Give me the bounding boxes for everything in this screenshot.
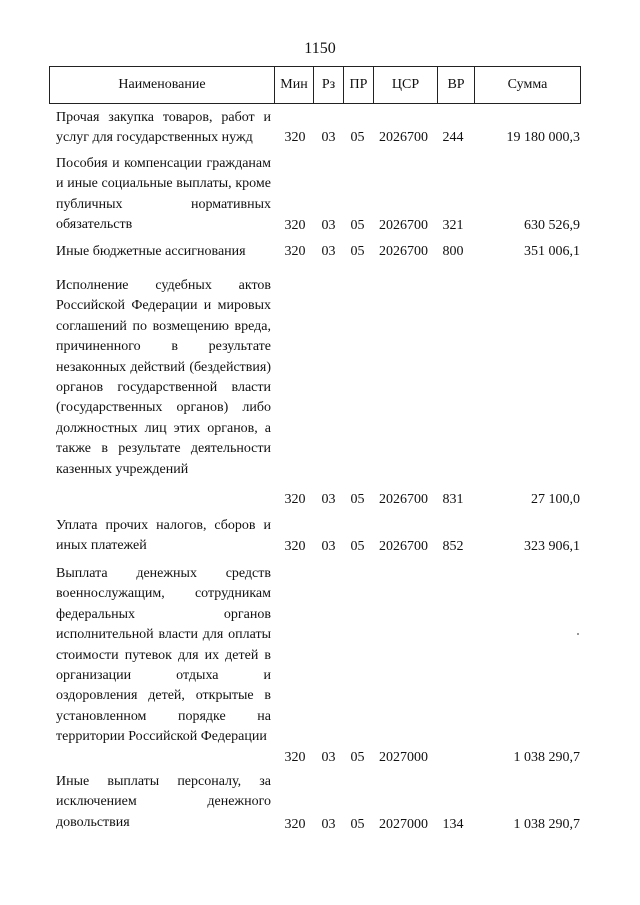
column-header-pr: ПР	[344, 67, 374, 104]
row-name: Прочая закупка товаров, работ и услуг для государственных нужд	[56, 110, 271, 146]
scan-speck	[577, 633, 579, 635]
row-min: 320	[284, 244, 306, 259]
row-csr: 2026700	[379, 130, 428, 145]
column-header-min: Мин	[275, 67, 314, 104]
row-sum: 19 180 000,3	[506, 130, 580, 145]
column-header-sum: Сумма	[475, 67, 581, 104]
row-pr: 05	[350, 492, 365, 507]
row-vr: 321	[442, 218, 464, 233]
row-name: Исполнение судебных актов Российской Федерации и мировых соглашений по возмещению вреда, причиненного в результате незаконных действий (бездействия) органов государственной власти (государственных органов) либо должностных лиц этих органов, а также в результате деятельности казенных учреждений	[56, 278, 271, 477]
row-sum: 1 038 290,7	[513, 750, 580, 765]
row-vr: 800	[442, 244, 464, 259]
row-name: Пособия и компенсации гражданам и иные социальные выплаты, кроме публичных нормативных обязательств	[56, 156, 271, 233]
row-csr: 2026700	[379, 539, 428, 554]
row-pr: 05	[350, 130, 365, 145]
row-sum: 351 006,1	[524, 244, 580, 259]
row-pr: 05	[350, 817, 365, 832]
row-sum: 323 906,1	[524, 539, 580, 554]
row-min: 320	[284, 817, 306, 832]
row-vr: 831	[442, 492, 464, 507]
row-name: Иные бюджетные ассигнования	[56, 244, 246, 259]
row-rz: 03	[321, 817, 336, 832]
row-rz: 03	[321, 492, 336, 507]
column-header-vr: ВР	[438, 67, 475, 104]
row-vr: 134	[442, 817, 464, 832]
row-min: 320	[284, 130, 306, 145]
row-vr: 244	[442, 130, 464, 145]
row-name: Выплата денежных средств военнослужащим, сотрудникам федеральных органов исполнительной власти для оплаты стоимости путевок для их детей в организации отдыха и оздоровления детей, открытые в установленном порядке на территории Российской Федерации	[56, 566, 271, 745]
column-header-csr: ЦСР	[374, 67, 438, 104]
row-rz: 03	[321, 244, 336, 259]
row-csr: 2027000	[379, 750, 428, 765]
row-min: 320	[284, 492, 306, 507]
row-vr: 852	[442, 539, 464, 554]
row-pr: 05	[350, 244, 365, 259]
row-csr: 2026700	[379, 244, 428, 259]
row-rz: 03	[321, 750, 336, 765]
table-header	[49, 66, 581, 104]
row-rz: 03	[321, 218, 336, 233]
row-min: 320	[284, 750, 306, 765]
row-csr: 2027000	[379, 817, 428, 832]
page-number: 1150	[304, 40, 336, 57]
row-pr: 05	[350, 218, 365, 233]
row-pr: 05	[350, 750, 365, 765]
row-sum: 630 526,9	[524, 218, 580, 233]
row-sum: 1 038 290,7	[513, 817, 580, 832]
row-sum: 27 100,0	[531, 492, 580, 507]
column-header-name: Наименование	[50, 67, 275, 104]
row-min: 320	[284, 218, 306, 233]
row-rz: 03	[321, 539, 336, 554]
row-name: Уплата прочих налогов, сборов и иных платежей	[56, 518, 271, 554]
row-pr: 05	[350, 539, 365, 554]
row-rz: 03	[321, 130, 336, 145]
row-csr: 2026700	[379, 218, 428, 233]
row-name: Иные выплаты персоналу, за исключением денежного довольствия	[56, 774, 271, 830]
row-min: 320	[284, 539, 306, 554]
row-csr: 2026700	[379, 492, 428, 507]
column-header-rz: Рз	[314, 67, 344, 104]
